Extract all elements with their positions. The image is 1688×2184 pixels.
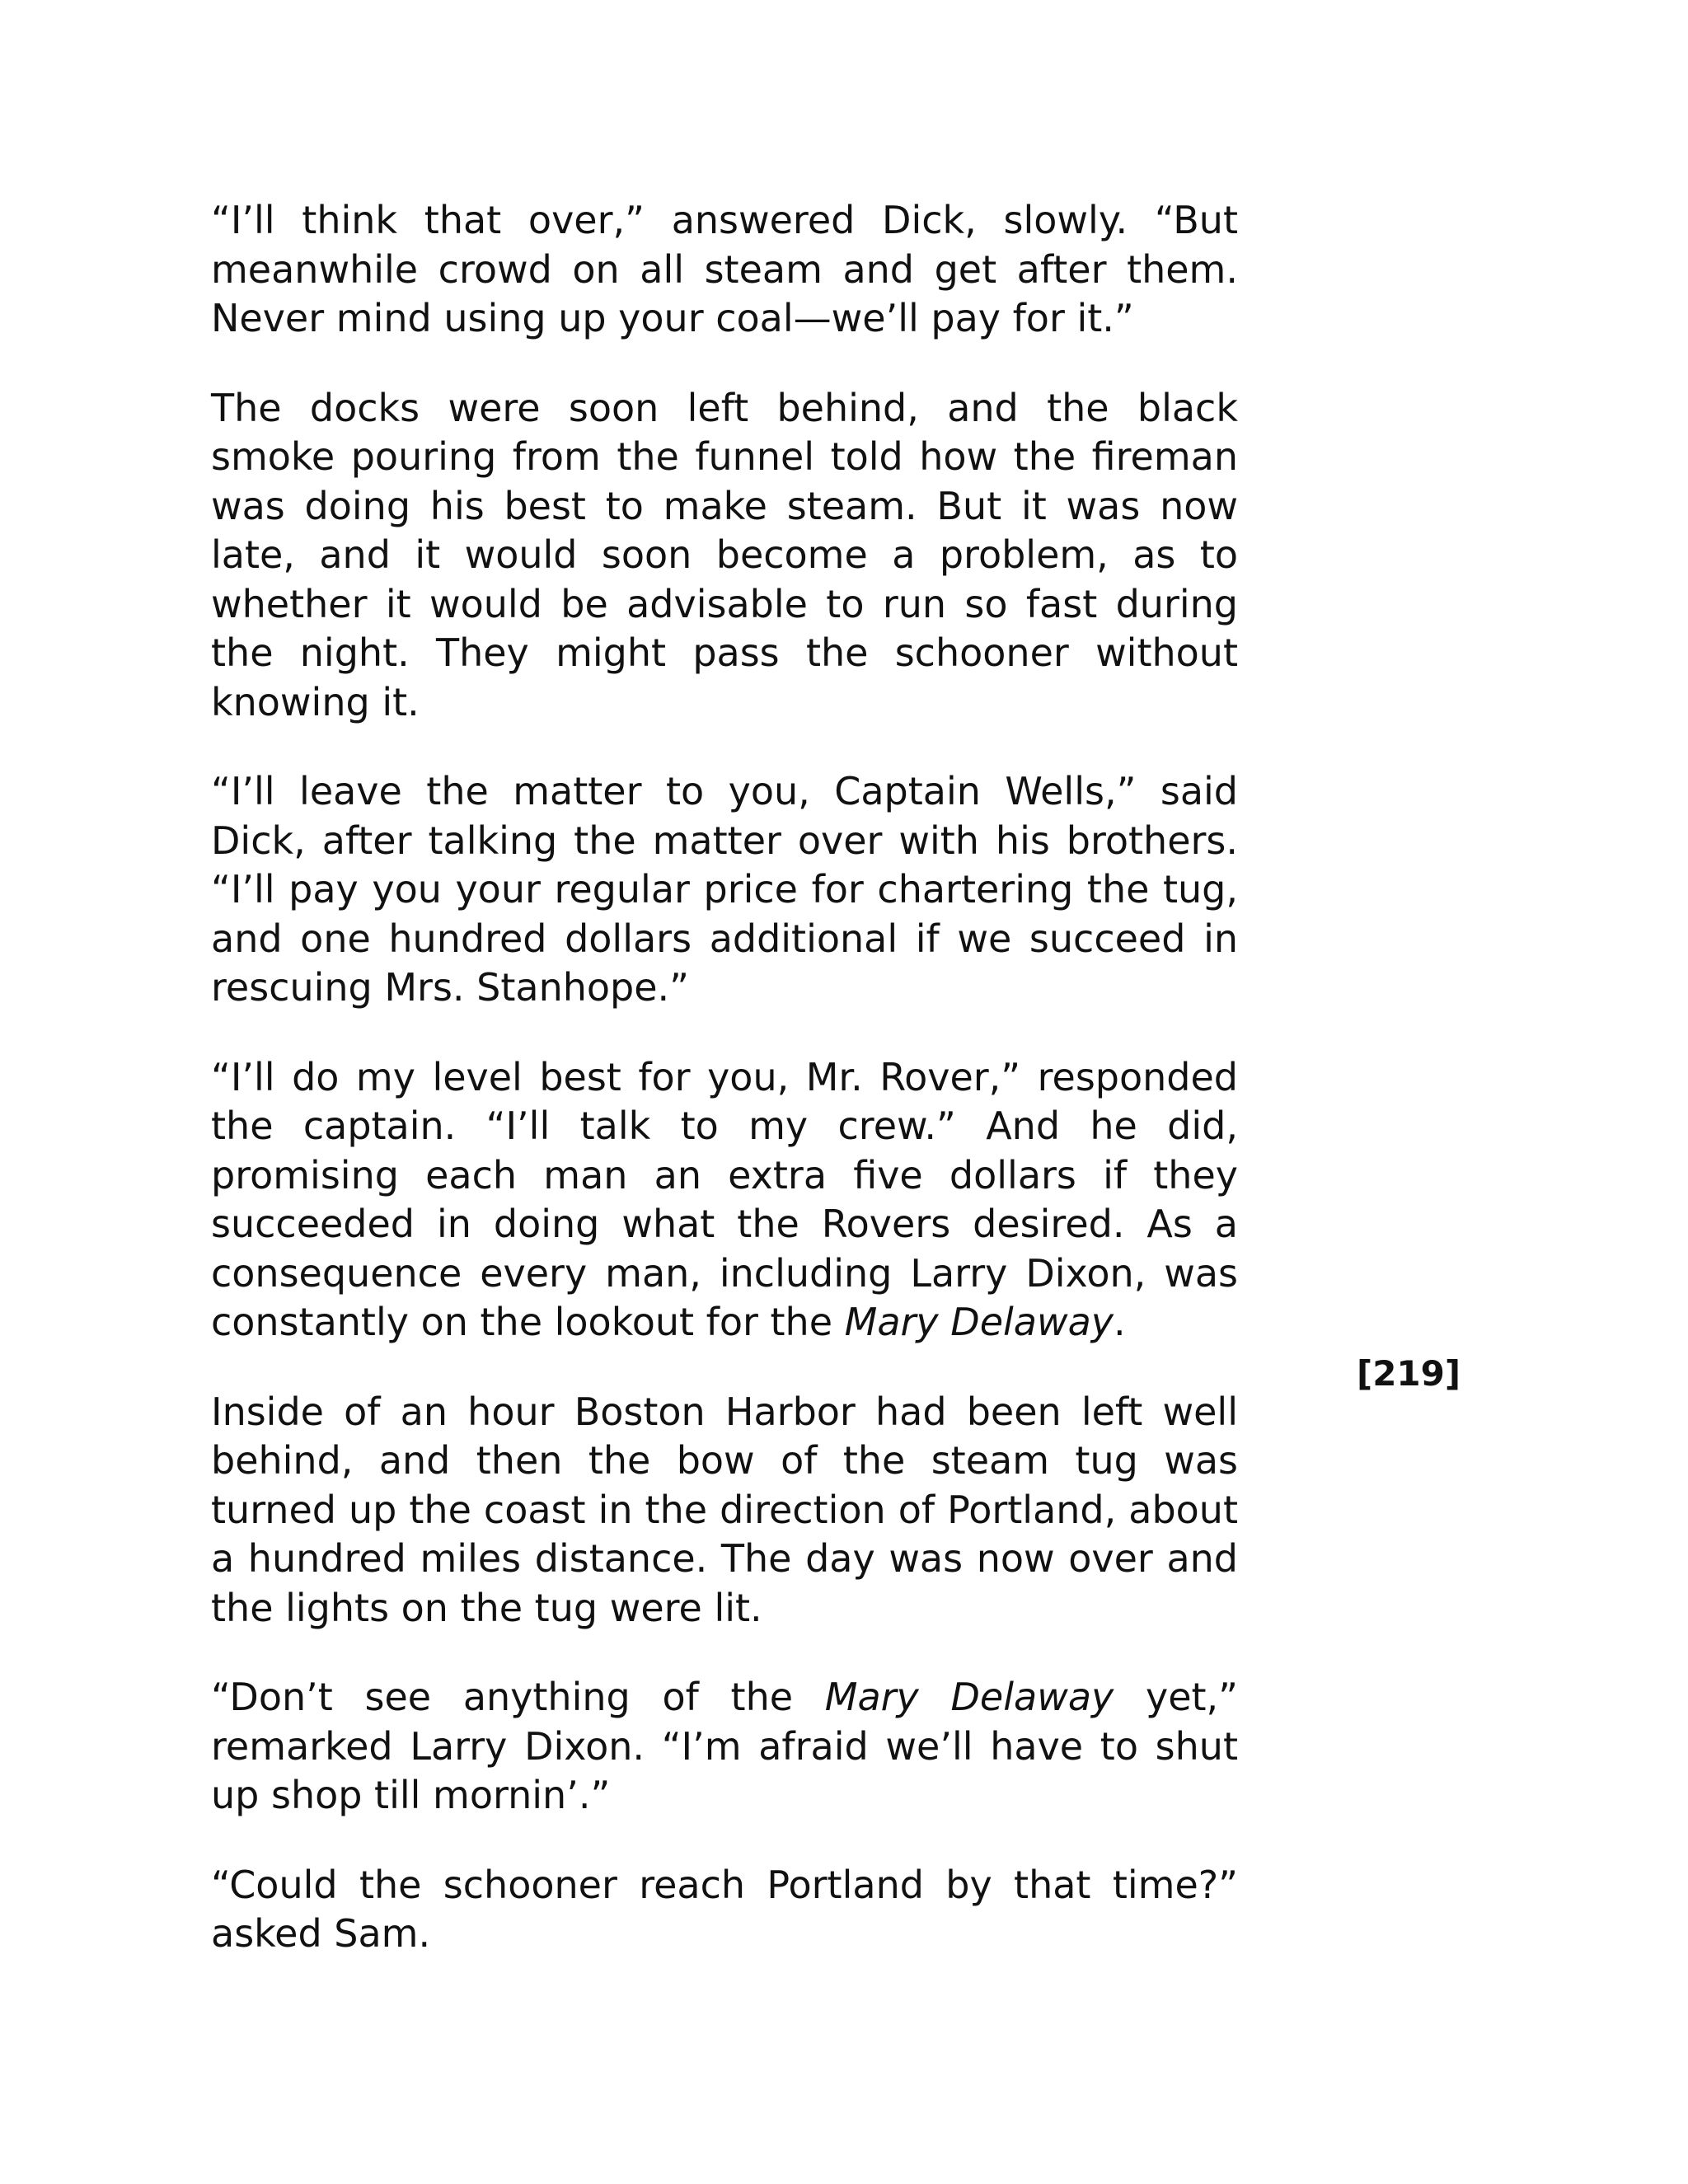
paragraph-text: The docks were soon left behind, and the black smoke pouring from the funnel told how the fireman was doing his best to make steam. But it was now late, and it would soon become a problem, as to whether it would be advisable to run so fast during the night. They might pass the schooner without knowing it. (211, 385, 1238, 724)
ship-name-italic: Mary Delaway (844, 1300, 1114, 1344)
paragraph (211, 1053, 1238, 1347)
paragraph (211, 1861, 1238, 1959)
paragraph-text: yet,” remarked Larry Dixon. “I’m afraid we’ll have to shut up shop till mornin’.” (211, 1675, 1238, 1817)
paragraph-text: Inside of an hour Boston Harbor had been left well behind, and then the bow of the steam tug was turned up the coast in the direction of Portland, about a hundred miles distance. The day was now over and the lights on the tug were lit. (211, 1389, 1238, 1630)
paragraph (211, 384, 1238, 728)
paragraph-text: “Could the schooner reach Portland by that time?” asked Sam. (211, 1862, 1238, 1956)
paragraph (211, 1673, 1238, 1821)
paragraph (211, 196, 1238, 344)
paragraph-text: “I’ll think that over,” answered Dick, slowly. “But meanwhile crowd on all steam and get after them. Never mind using up your coal—we’ll pay for it.” (211, 198, 1238, 340)
page-number: [219] (1357, 1353, 1461, 1394)
ship-name-italic: Mary Delaway (824, 1675, 1114, 1719)
paragraph-text: “I’ll leave the matter to you, Captain Wells,” said Dick, after talking the matter over with his brothers. “I’ll pay you your regular price for chartering the tug, and one hundred dollars additional if we succeed in rescuing Mrs. Stanhope.” (211, 769, 1238, 1010)
paragraph-text: . (1114, 1300, 1126, 1344)
paragraph (211, 767, 1238, 1013)
paragraph-text: “Don’t see anything of the (211, 1675, 825, 1719)
paragraph (211, 1388, 1238, 1633)
paragraph-text: “I’ll do my level best for you, Mr. Rover,” responded the captain. “I’ll talk to my crew.” And he did, promising each man an extra five dollars if they succeeded in doing what the Rovers desired. As a consequence every man, including Larry Dixon, was constantly on the lookout for the (211, 1054, 1238, 1344)
page-body (211, 196, 1238, 1959)
